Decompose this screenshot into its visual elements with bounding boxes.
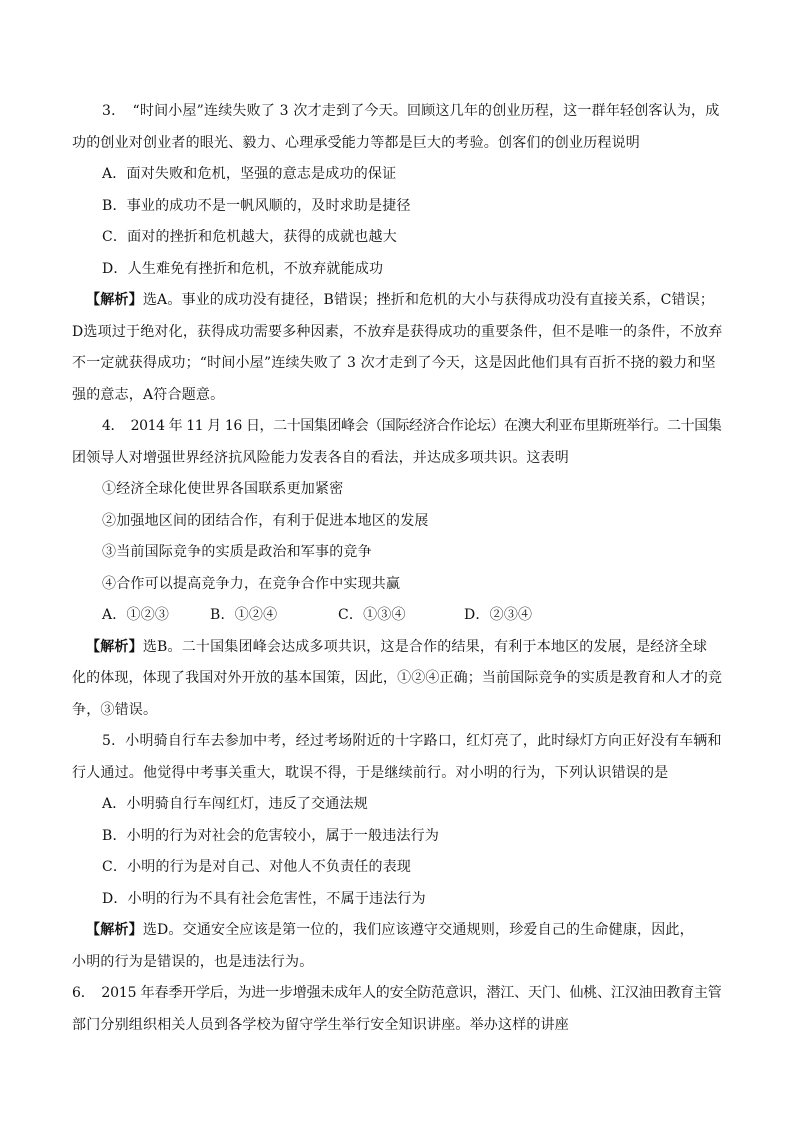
q5-option-a: A．小明骑自行车闯红灯，违反了交通法规 [102, 796, 368, 812]
q5-option-d: D．小明的行为不具有社会危害性，不属于违法行为 [102, 891, 426, 907]
q4-choice-d: D．②③④ [464, 607, 533, 623]
q4-statement-2: ②加强地区间的团结合作，有利于促进本地区的发展 [102, 513, 429, 529]
q4-stem-line-1: 4． 2014 年 11 月 16 日，二十国集团峰会（国际经济合作论坛）在澳大利亚布里斯班举行。二十国集 [102, 418, 722, 434]
q4-choices-row [102, 605, 532, 625]
q4-statement-3: ③当前国际竞争的实质是政治和军事的竞争 [102, 544, 372, 560]
q3-option-c: C．面对的挫折和危机越大，获得的成就也越大 [102, 229, 397, 245]
q3-analysis-line-1 [86, 290, 714, 310]
q4-analysis-line-1 [86, 637, 707, 657]
q3-analysis-text: 选A。事业的成功没有捷径，B错误；挫折和危机的大小与获得成功没有直接关系，C错误； [142, 292, 715, 308]
q5-analysis-tag: 【解析】 [86, 922, 143, 938]
q6-stem-line-1: 6． 2015 年春季开学后，为进一步增强未成年人的安全防范意识，潜江、天门、仙桃、江汉油田教育主管 [72, 985, 722, 1001]
q5-analysis-line-1 [86, 920, 694, 940]
q4-analysis-line-2: 化的体现，体现了我国对外开放的基本国策，因此，①②④正确；当前国际竞争的实质是教育和人才的竞 [72, 670, 723, 686]
q4-analysis-text: 选B。二十国集团峰会达成多项共识，这是合作的结果，有利于本地区的发展，是经济全球 [142, 639, 708, 655]
q4-choice-c: C．①③④ [338, 607, 406, 623]
q5-option-b: B．小明的行为对社会的危害较小，属于一般违法行为 [102, 828, 440, 844]
q3-analysis-tag: 【解析】 [86, 292, 143, 308]
q3-option-b: B．事业的成功不是一帆风顺的，及时求助是捷径 [102, 198, 411, 214]
q4-analysis-line-3: 争，③错误。 [72, 702, 158, 718]
q3-stem-line-2: 功的创业对创业者的眼光、毅力、心理承受能力等都是巨大的考验。创客们的创业历程说明 [72, 135, 640, 151]
q5-analysis-text: 选D。交通安全应该是第一位的，我们应该遵守交通规则，珍爱自己的生命健康，因此， [142, 922, 694, 938]
q5-stem-line-2: 行人通过。他觉得中考事关重大，耽误不得，于是继续前行。对小明的行为，下列认识错误的是 [72, 765, 669, 781]
q3-analysis-line-3: 不一定就获得成功；“时间小屋”连续失败了 3 次才走到了今天，这是因此他们具有百折不挠的毅力和坚 [72, 355, 716, 371]
q5-stem-line-1: 5．小明骑自行车去参加中考，经过考场附近的十字路口，红灯亮了，此时绿灯方向正好没有车辆和 [102, 733, 722, 749]
q6-stem-line-2: 部门分别组织相关人员到各学校为留守学生举行安全知识讲座。举办这样的讲座 [72, 1017, 569, 1033]
q3-option-d: D．人生难免有挫折和危机，不放弃就能成功 [102, 261, 384, 277]
q3-option-a: A．面对失败和危机，坚强的意志是成功的保证 [102, 166, 397, 182]
q5-option-c: C．小明的行为是对自己、对他人不负责任的表现 [102, 859, 412, 875]
q4-choice-b: B．①②④ [210, 607, 278, 623]
q5-analysis-line-2: 小明的行为是错误的，也是违法行为。 [72, 954, 314, 970]
q4-statement-4: ④合作可以提高竞争力，在竞争合作中实现共赢 [102, 576, 401, 592]
q4-stem-line-2: 团领导人对增强世界经济抗风险能力发表各自的看法，并达成多项共识。这表明 [72, 450, 569, 466]
q4-analysis-tag: 【解析】 [86, 639, 143, 655]
q3-analysis-line-4: 强的意志，A符合题意。 [72, 387, 225, 403]
q4-choice-a: A．①②③ [102, 607, 170, 623]
q3-stem-line-1: 3． “时间小屋”连续失败了 3 次才走到了今天。回顾这几年的创业历程，这一群年轻创客认为，成 [102, 103, 720, 119]
q4-statement-1: ①经济全球化使世界各国联系更加紧密 [102, 481, 344, 497]
q3-analysis-line-2: D选项过于绝对化，获得成功需要多种因素，不放弃是获得成功的重要条件，但不是唯一的条件，不放弃 [72, 324, 723, 340]
